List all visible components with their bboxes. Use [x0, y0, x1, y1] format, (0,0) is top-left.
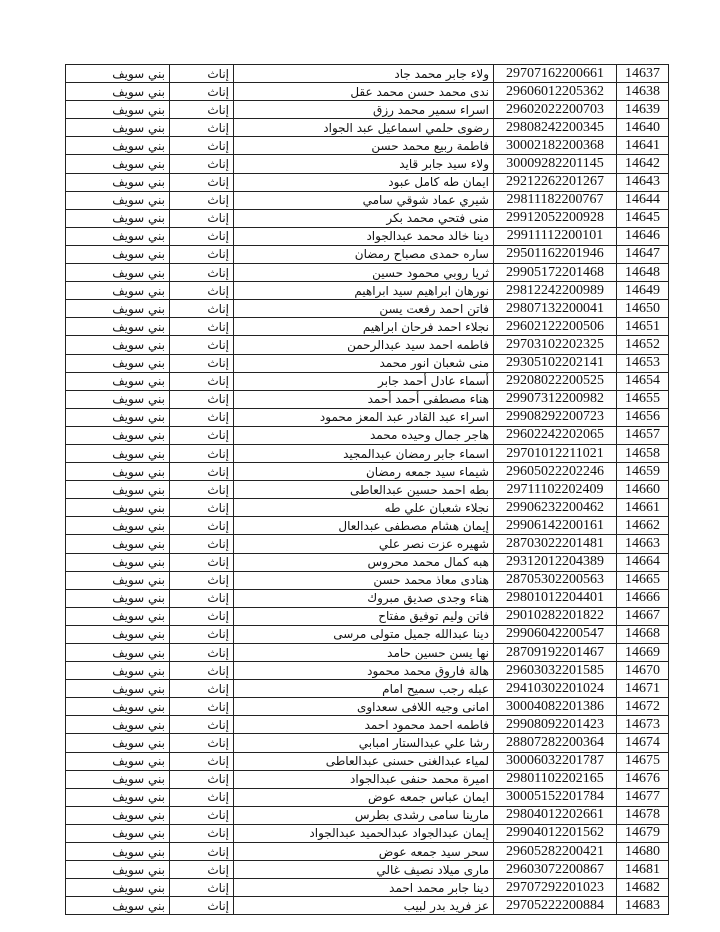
gender-cell: إناث: [170, 282, 234, 300]
governorate-cell: بني سويف: [66, 897, 170, 915]
governorate-cell: بني سويف: [66, 408, 170, 426]
table-row: [66, 245, 669, 263]
name-cell: هاجر جمال وحيده محمد: [234, 426, 494, 444]
governorate-cell: بني سويف: [66, 354, 170, 372]
gender-cell: إناث: [170, 463, 234, 481]
serial-number-cell: 14643: [617, 173, 669, 191]
serial-number-cell: 14650: [617, 300, 669, 318]
name-cell: ولاء جابر محمد جاد: [234, 65, 494, 83]
table-row: [66, 734, 669, 752]
governorate-cell: بني سويف: [66, 698, 170, 716]
national-id-cell: 29208022200525: [494, 372, 617, 390]
table-row: [66, 155, 669, 173]
serial-number-cell: 14647: [617, 245, 669, 263]
serial-number-cell: 14644: [617, 191, 669, 209]
national-id-cell: 29907312200982: [494, 390, 617, 408]
national-id-cell: 29808242200345: [494, 119, 617, 137]
governorate-cell: بني سويف: [66, 372, 170, 390]
table-row: [66, 879, 669, 897]
applicants-table: [65, 64, 669, 915]
table-row: [66, 499, 669, 517]
gender-cell: إناث: [170, 589, 234, 607]
table-row: [66, 589, 669, 607]
table-row: [66, 318, 669, 336]
serial-number-cell: 14637: [617, 65, 669, 83]
name-cell: هالة فاروق محمد محمود: [234, 662, 494, 680]
name-cell: نجلاء احمد فرحان ابراهيم: [234, 318, 494, 336]
name-cell: اسماء جابر رمضان عبدالمجيد: [234, 444, 494, 462]
national-id-cell: 29603072200867: [494, 861, 617, 879]
gender-cell: إناث: [170, 137, 234, 155]
serial-number-cell: 14638: [617, 83, 669, 101]
serial-number-cell: 14679: [617, 824, 669, 842]
governorate-cell: بني سويف: [66, 553, 170, 571]
governorate-cell: بني سويف: [66, 481, 170, 499]
table-row: [66, 426, 669, 444]
gender-cell: إناث: [170, 173, 234, 191]
table-row: [66, 625, 669, 643]
gender-cell: إناث: [170, 444, 234, 462]
table-row: [66, 444, 669, 462]
serial-number-cell: 14681: [617, 861, 669, 879]
serial-number-cell: 14665: [617, 571, 669, 589]
national-id-cell: 29312012204389: [494, 553, 617, 571]
table-row: [66, 481, 669, 499]
table-row: [66, 788, 669, 806]
name-cell: نجلاء شعبان علي طه: [234, 499, 494, 517]
serial-number-cell: 14662: [617, 517, 669, 535]
name-cell: هبه كمال محمد محروس: [234, 553, 494, 571]
serial-number-cell: 14641: [617, 137, 669, 155]
gender-cell: إناث: [170, 734, 234, 752]
name-cell: هنادى معاذ محمد حسن: [234, 571, 494, 589]
table-row: [66, 861, 669, 879]
gender-cell: إناث: [170, 499, 234, 517]
table-row: [66, 390, 669, 408]
gender-cell: إناث: [170, 209, 234, 227]
table-row: [66, 571, 669, 589]
table-row: [66, 119, 669, 137]
national-id-cell: 29606012205362: [494, 83, 617, 101]
name-cell: ايمان طه كامل عبود: [234, 173, 494, 191]
name-cell: أسماء عادل أحمد جابر: [234, 372, 494, 390]
serial-number-cell: 14654: [617, 372, 669, 390]
national-id-cell: 29707162200661: [494, 65, 617, 83]
governorate-cell: بني سويف: [66, 589, 170, 607]
governorate-cell: بني سويف: [66, 83, 170, 101]
national-id-cell: 29602242202065: [494, 426, 617, 444]
table-row: [66, 65, 669, 83]
name-cell: إيمان هشام مصطفى عبدالعال: [234, 517, 494, 535]
gender-cell: إناث: [170, 101, 234, 119]
gender-cell: إناث: [170, 824, 234, 842]
serial-number-cell: 14640: [617, 119, 669, 137]
national-id-cell: 29703102202325: [494, 336, 617, 354]
national-id-cell: 30005152201784: [494, 788, 617, 806]
table-row: [66, 698, 669, 716]
name-cell: نها يسن حسين حامد: [234, 644, 494, 662]
table-row: [66, 336, 669, 354]
serial-number-cell: 14680: [617, 843, 669, 861]
serial-number-cell: 14663: [617, 535, 669, 553]
national-id-cell: 30004082201386: [494, 698, 617, 716]
serial-number-cell: 14659: [617, 463, 669, 481]
serial-number-cell: 14642: [617, 155, 669, 173]
applicants-table-body: [66, 65, 669, 915]
governorate-cell: بني سويف: [66, 390, 170, 408]
name-cell: شيري عماد شوقي سامي: [234, 191, 494, 209]
governorate-cell: بني سويف: [66, 644, 170, 662]
national-id-cell: 29707292201023: [494, 879, 617, 897]
name-cell: دينا خالد محمد عبدالجواد: [234, 227, 494, 245]
name-cell: رشا علي عبدالستار امبابي: [234, 734, 494, 752]
gender-cell: إناث: [170, 245, 234, 263]
gender-cell: إناث: [170, 119, 234, 137]
gender-cell: إناث: [170, 680, 234, 698]
national-id-cell: 29912052200928: [494, 209, 617, 227]
gender-cell: إناث: [170, 372, 234, 390]
name-cell: فاطمة ربيع محمد حسن: [234, 137, 494, 155]
gender-cell: إناث: [170, 644, 234, 662]
governorate-cell: بني سويف: [66, 734, 170, 752]
serial-number-cell: 14652: [617, 336, 669, 354]
governorate-cell: بني سويف: [66, 571, 170, 589]
gender-cell: إناث: [170, 861, 234, 879]
gender-cell: إناث: [170, 65, 234, 83]
gender-cell: إناث: [170, 155, 234, 173]
serial-number-cell: 14656: [617, 408, 669, 426]
name-cell: هناء وجدى صديق مبروك: [234, 589, 494, 607]
national-id-cell: 29911112200101: [494, 227, 617, 245]
national-id-cell: 30006032201787: [494, 752, 617, 770]
table-row: [66, 227, 669, 245]
governorate-cell: بني سويف: [66, 191, 170, 209]
serial-number-cell: 14677: [617, 788, 669, 806]
governorate-cell: بني سويف: [66, 137, 170, 155]
national-id-cell: 29811182200767: [494, 191, 617, 209]
name-cell: شيماء سيد جمعه رمضان: [234, 463, 494, 481]
table-row: [66, 517, 669, 535]
national-id-cell: 29906042200547: [494, 625, 617, 643]
national-id-cell: 29602122200506: [494, 318, 617, 336]
table-row: [66, 806, 669, 824]
gender-cell: إناث: [170, 227, 234, 245]
national-id-cell: 29501162201946: [494, 245, 617, 263]
serial-number-cell: 14678: [617, 806, 669, 824]
name-cell: دينا عبدالله جميل متولى مرسى: [234, 625, 494, 643]
serial-number-cell: 14668: [617, 625, 669, 643]
governorate-cell: بني سويف: [66, 879, 170, 897]
table-row: [66, 300, 669, 318]
table-row: [66, 680, 669, 698]
table-row: [66, 137, 669, 155]
serial-number-cell: 14655: [617, 390, 669, 408]
national-id-cell: 29010282201822: [494, 607, 617, 625]
table-row: [66, 607, 669, 625]
table-row: [66, 553, 669, 571]
national-id-cell: 28705302200563: [494, 571, 617, 589]
gender-cell: إناث: [170, 843, 234, 861]
table-row: [66, 662, 669, 680]
name-cell: ثريا روبي محمود حسين: [234, 264, 494, 282]
table-row: [66, 209, 669, 227]
table-row: [66, 644, 669, 662]
table-row: [66, 372, 669, 390]
name-cell: فاطمه احمد سيد عبدالرحمن: [234, 336, 494, 354]
gender-cell: إناث: [170, 553, 234, 571]
serial-number-cell: 14658: [617, 444, 669, 462]
national-id-cell: 29804012202661: [494, 806, 617, 824]
governorate-cell: بني سويف: [66, 264, 170, 282]
gender-cell: إناث: [170, 481, 234, 499]
national-id-cell: 29212262201267: [494, 173, 617, 191]
serial-number-cell: 14670: [617, 662, 669, 680]
serial-number-cell: 14671: [617, 680, 669, 698]
serial-number-cell: 14639: [617, 101, 669, 119]
national-id-cell: 30009282201145: [494, 155, 617, 173]
governorate-cell: بني سويف: [66, 607, 170, 625]
national-id-cell: 28709192201467: [494, 644, 617, 662]
governorate-cell: بني سويف: [66, 517, 170, 535]
serial-number-cell: 14683: [617, 897, 669, 915]
table-row: [66, 354, 669, 372]
governorate-cell: بني سويف: [66, 245, 170, 263]
governorate-cell: بني سويف: [66, 843, 170, 861]
governorate-cell: بني سويف: [66, 535, 170, 553]
name-cell: فاطمه احمد محمود احمد: [234, 716, 494, 734]
serial-number-cell: 14646: [617, 227, 669, 245]
governorate-cell: بني سويف: [66, 752, 170, 770]
gender-cell: إناث: [170, 300, 234, 318]
governorate-cell: بني سويف: [66, 824, 170, 842]
name-cell: مارينا سامى رشدى بطرس: [234, 806, 494, 824]
governorate-cell: بني سويف: [66, 861, 170, 879]
name-cell: عز فريد بدر لبيب: [234, 897, 494, 915]
national-id-cell: 29605022202246: [494, 463, 617, 481]
table-row: [66, 535, 669, 553]
table-row: [66, 463, 669, 481]
governorate-cell: بني سويف: [66, 282, 170, 300]
gender-cell: إناث: [170, 770, 234, 788]
name-cell: اسراء سمير محمد رزق: [234, 101, 494, 119]
gender-cell: إناث: [170, 788, 234, 806]
governorate-cell: بني سويف: [66, 625, 170, 643]
table-row: [66, 282, 669, 300]
serial-number-cell: 14653: [617, 354, 669, 372]
name-cell: إيمان عبدالجواد عبدالحميد عبدالجواد: [234, 824, 494, 842]
table-row: [66, 752, 669, 770]
national-id-cell: 29904012201562: [494, 824, 617, 842]
name-cell: فاتن وليم توفيق مفتاح: [234, 607, 494, 625]
serial-number-cell: 14660: [617, 481, 669, 499]
name-cell: رضوى حلمي اسماعيل عبد الجواد: [234, 119, 494, 137]
name-cell: مارى ميلاد نصيف غالي: [234, 861, 494, 879]
serial-number-cell: 14649: [617, 282, 669, 300]
gender-cell: إناث: [170, 354, 234, 372]
national-id-cell: 29801012204401: [494, 589, 617, 607]
serial-number-cell: 14648: [617, 264, 669, 282]
table-row: [66, 264, 669, 282]
name-cell: عبله رجب سميح امام: [234, 680, 494, 698]
table-row: [66, 843, 669, 861]
name-cell: دينا جابر محمد احمد: [234, 879, 494, 897]
gender-cell: إناث: [170, 535, 234, 553]
table-row: [66, 897, 669, 915]
gender-cell: إناث: [170, 517, 234, 535]
table-row: [66, 83, 669, 101]
gender-cell: إناث: [170, 625, 234, 643]
serial-number-cell: 14672: [617, 698, 669, 716]
name-cell: اسراء عبد القادر عبد المعز محمود: [234, 408, 494, 426]
governorate-cell: بني سويف: [66, 499, 170, 517]
governorate-cell: بني سويف: [66, 680, 170, 698]
national-id-cell: 29906232200462: [494, 499, 617, 517]
governorate-cell: بني سويف: [66, 806, 170, 824]
gender-cell: إناث: [170, 806, 234, 824]
name-cell: ندى محمد حسن محمد عقل: [234, 83, 494, 101]
serial-number-cell: 14676: [617, 770, 669, 788]
table-row: [66, 824, 669, 842]
name-cell: ايمان عباس جمعه عوض: [234, 788, 494, 806]
gender-cell: إناث: [170, 336, 234, 354]
governorate-cell: بني سويف: [66, 209, 170, 227]
governorate-cell: بني سويف: [66, 662, 170, 680]
governorate-cell: بني سويف: [66, 444, 170, 462]
name-cell: نورهان ابراهيم سيد ابراهيم: [234, 282, 494, 300]
governorate-cell: بني سويف: [66, 300, 170, 318]
national-id-cell: 29701012211021: [494, 444, 617, 462]
gender-cell: إناث: [170, 318, 234, 336]
national-id-cell: 29602022200703: [494, 101, 617, 119]
governorate-cell: بني سويف: [66, 155, 170, 173]
name-cell: ولاء سيد جابر قايد: [234, 155, 494, 173]
national-id-cell: 29905172201468: [494, 264, 617, 282]
serial-number-cell: 14645: [617, 209, 669, 227]
serial-number-cell: 14664: [617, 553, 669, 571]
gender-cell: إناث: [170, 191, 234, 209]
governorate-cell: بني سويف: [66, 65, 170, 83]
gender-cell: إناث: [170, 897, 234, 915]
national-id-cell: 29906142200161: [494, 517, 617, 535]
governorate-cell: بني سويف: [66, 101, 170, 119]
serial-number-cell: 14669: [617, 644, 669, 662]
serial-number-cell: 14666: [617, 589, 669, 607]
governorate-cell: بني سويف: [66, 318, 170, 336]
table-row: [66, 770, 669, 788]
gender-cell: إناث: [170, 390, 234, 408]
national-id-cell: 29705222200884: [494, 897, 617, 915]
national-id-cell: 29801102202165: [494, 770, 617, 788]
name-cell: هناء مصطفى أحمد أحمد: [234, 390, 494, 408]
national-id-cell: 30002182200368: [494, 137, 617, 155]
governorate-cell: بني سويف: [66, 119, 170, 137]
national-id-cell: 29908092201423: [494, 716, 617, 734]
governorate-cell: بني سويف: [66, 426, 170, 444]
national-id-cell: 29603032201585: [494, 662, 617, 680]
table-row: [66, 716, 669, 734]
governorate-cell: بني سويف: [66, 788, 170, 806]
name-cell: لمياء عبدالغنى حسنى عبدالعاطى: [234, 752, 494, 770]
table-row: [66, 173, 669, 191]
gender-cell: إناث: [170, 264, 234, 282]
national-id-cell: 29305102202141: [494, 354, 617, 372]
serial-number-cell: 14675: [617, 752, 669, 770]
table-row: [66, 408, 669, 426]
governorate-cell: بني سويف: [66, 227, 170, 245]
governorate-cell: بني سويف: [66, 463, 170, 481]
national-id-cell: 28703022201481: [494, 535, 617, 553]
serial-number-cell: 14667: [617, 607, 669, 625]
name-cell: شهيره عزت نصر علي: [234, 535, 494, 553]
serial-number-cell: 14673: [617, 716, 669, 734]
gender-cell: إناث: [170, 879, 234, 897]
gender-cell: إناث: [170, 571, 234, 589]
national-id-cell: 29410302201024: [494, 680, 617, 698]
name-cell: سحر سيد جمعه عوض: [234, 843, 494, 861]
serial-number-cell: 14661: [617, 499, 669, 517]
national-id-cell: 29812242200989: [494, 282, 617, 300]
serial-number-cell: 14682: [617, 879, 669, 897]
gender-cell: إناث: [170, 83, 234, 101]
gender-cell: إناث: [170, 426, 234, 444]
national-id-cell: 29605282200421: [494, 843, 617, 861]
name-cell: منى فتحي محمد بكر: [234, 209, 494, 227]
gender-cell: إناث: [170, 752, 234, 770]
national-id-cell: 29807132200041: [494, 300, 617, 318]
gender-cell: إناث: [170, 698, 234, 716]
serial-number-cell: 14674: [617, 734, 669, 752]
national-id-cell: 29711102202409: [494, 481, 617, 499]
serial-number-cell: 14657: [617, 426, 669, 444]
name-cell: ساره حمدى مصباح رمضان: [234, 245, 494, 263]
national-id-cell: 28807282200364: [494, 734, 617, 752]
governorate-cell: بني سويف: [66, 336, 170, 354]
document-page: [65, 64, 669, 915]
table-row: [66, 101, 669, 119]
gender-cell: إناث: [170, 716, 234, 734]
gender-cell: إناث: [170, 408, 234, 426]
name-cell: بطه احمد حسين عبدالعاطى: [234, 481, 494, 499]
governorate-cell: بني سويف: [66, 770, 170, 788]
name-cell: منى شعبان انور محمد: [234, 354, 494, 372]
national-id-cell: 29908292200723: [494, 408, 617, 426]
name-cell: امانى وجيه اللافى سعداوى: [234, 698, 494, 716]
governorate-cell: بني سويف: [66, 173, 170, 191]
name-cell: فاتن احمد رفعت يسن: [234, 300, 494, 318]
name-cell: اميرة محمد حنفى عبدالجواد: [234, 770, 494, 788]
gender-cell: إناث: [170, 607, 234, 625]
governorate-cell: بني سويف: [66, 716, 170, 734]
serial-number-cell: 14651: [617, 318, 669, 336]
table-row: [66, 191, 669, 209]
gender-cell: إناث: [170, 662, 234, 680]
